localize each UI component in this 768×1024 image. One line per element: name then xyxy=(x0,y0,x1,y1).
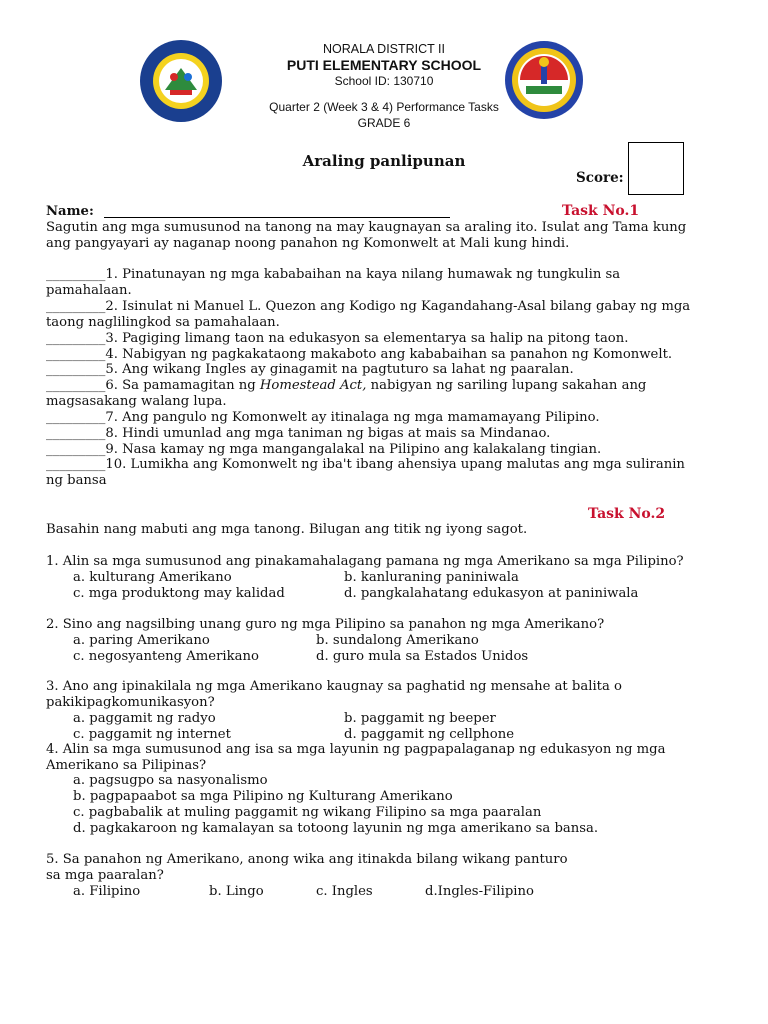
q1-option-a[interactable]: a. kulturang Amerikano xyxy=(73,570,232,585)
q3-question-cont: pakikipagkomunikasyon? xyxy=(46,695,215,710)
q5-option-a[interactable]: a. Filipino xyxy=(73,884,141,899)
q3-option-d[interactable]: d. paggamit ng cellphone xyxy=(344,727,515,742)
task1-item-homestead: _________6. Sa pamamagitan ng Homestead Act, nabigyan ng sariling lupang sakahan ang xyxy=(46,378,647,393)
task1-item: taong naglilingkod sa pamahalaan. xyxy=(46,315,280,330)
task1-item: _________9. Nasa kamay ng mga mangangalakal na Pilipino ang kalakalang tingian. xyxy=(46,442,602,457)
task1-item: pamahalaan. xyxy=(46,283,132,298)
task1-item: ng bansa xyxy=(46,473,107,488)
q4-option-c[interactable]: c. pagbabalik at muling paggamit ng wikang Filipino sa mga paaralan xyxy=(73,805,542,820)
q1-option-d[interactable]: d. pangkalahatang edukasyon at paniniwala xyxy=(344,586,639,601)
q3-question: 3. Ano ang ipinakilala ng mga Amerikano kaugnay sa paghatid ng mensahe at balita o xyxy=(46,679,622,694)
task1-instruction-1: Sagutin ang mga sumusunod na tanong na may kaugnayan sa araling ito. Isulat ang Tama kung xyxy=(46,220,687,235)
q5-option-b[interactable]: b. Lingo xyxy=(209,884,264,899)
task1-item: _________8. Hindi umunlad ang mga taniman ng bigas at mais sa Mindanao. xyxy=(46,426,551,441)
q5-question-cont: sa mga paaralan? xyxy=(46,868,164,883)
q4-question: 4. Alin sa mga sumusunod ang isa sa mga layunin ng pagpapalaganap ng edukasyon ng mga xyxy=(46,742,666,757)
task1-item: _________1. Pinatunayan ng mga kababaihan na kaya nilang humawak ng tungkulin sa xyxy=(46,267,621,282)
q2-option-b[interactable]: b. sundalong Amerikano xyxy=(316,633,479,648)
q4-option-d[interactable]: d. pagkakaroon ng kamalayan sa totoong layunin ng mga amerikano sa bansa. xyxy=(73,821,599,836)
task1-item: _________5. Ang wikang Ingles ay ginagamit na pagtuturo sa lahat ng paaralan. xyxy=(46,362,574,377)
task1-item: _________4. Nabigyan ng pagkakataong makaboto ang kababaihan sa panahon ng Komonwelt. xyxy=(46,347,673,362)
q2-question: 2. Sino ang nagsilbing unang guro ng mga Pilipino sa panahon ng mga Amerikano? xyxy=(46,617,605,632)
score-label: Score: xyxy=(576,170,624,186)
district-label: NORALA DISTRICT II xyxy=(322,42,445,56)
q3-option-b[interactable]: b. paggamit ng beeper xyxy=(344,711,496,726)
q1-option-b[interactable]: b. kanluraning paniniwala xyxy=(344,570,519,585)
q5-question: 5. Sa panahon ng Amerikano, anong wika ang itinakda bilang wikang panturo xyxy=(46,852,568,867)
task1-instruction-2: ang pangyayari ay naganap noong panahon ng Komonwelt at Mali kung hindi. xyxy=(46,236,570,251)
q4-question-cont: Amerikano sa Pilipinas? xyxy=(46,758,207,773)
name-line[interactable] xyxy=(104,217,450,218)
q5-option-c[interactable]: c. Ingles xyxy=(316,884,373,899)
quarter-label: Quarter 2 (Week 3 & 4) Performance Tasks xyxy=(269,100,499,114)
q1-option-c[interactable]: c. mga produktong may kalidad xyxy=(73,586,285,601)
grade-label: GRADE 6 xyxy=(357,116,411,130)
task1-item: _________3. Pagiging limang taon na edukasyon sa elementarya sa halip na pitong taon. xyxy=(46,331,629,346)
score-box[interactable] xyxy=(628,142,684,195)
q5-option-d[interactable]: d.Ingles-Filipino xyxy=(425,884,534,899)
task2-label: Task No.2 xyxy=(588,506,666,522)
task1-item: _________10. Lumikha ang Komonwelt ng iba't ibang ahensiya upang malutas ang mga suliranin xyxy=(46,457,685,472)
task1-item: magsasakang walang lupa. xyxy=(46,394,227,409)
q3-option-c[interactable]: c. paggamit ng internet xyxy=(73,727,231,742)
task1-label: Task No.1 xyxy=(562,203,640,219)
q4-option-b[interactable]: b. pagpapaabot sa mga Pilipino ng Kulturang Amerikano xyxy=(73,789,453,804)
q2-option-c[interactable]: c. negosyanteng Amerikano xyxy=(73,649,259,664)
task2-instructions: Basahin nang mabuti ang mga tanong. Bilugan ang titik ng iyong sagot. xyxy=(46,522,528,537)
q2-option-a[interactable]: a. paring Amerikano xyxy=(73,633,210,648)
q2-option-d[interactable]: d. guro mula sa Estados Unidos xyxy=(316,649,529,664)
subject-title: Araling panlipunan xyxy=(302,152,466,170)
task1-item: _________7. Ang pangulo ng Komonwelt ay itinalaga ng mga mamamayang Pilipino. xyxy=(46,410,600,425)
school-name: PUTI ELEMENTARY SCHOOL xyxy=(286,57,482,73)
name-label: Name: xyxy=(46,204,94,219)
school-id: School ID: 130710 xyxy=(334,74,434,88)
task1-item: _________2. Isinulat ni Manuel L. Quezon ang Kodigo ng Kagandahang-Asal bilang gabay ng mga xyxy=(46,299,691,314)
q4-option-a[interactable]: a. pagsugpo sa nasyonalismo xyxy=(73,773,268,788)
q1-question: 1. Alin sa mga sumusunod ang pinakamahalagang pamana ng mga Amerikano sa mga Pilipino? xyxy=(46,554,684,569)
q3-option-a[interactable]: a. paggamit ng radyo xyxy=(73,711,216,726)
